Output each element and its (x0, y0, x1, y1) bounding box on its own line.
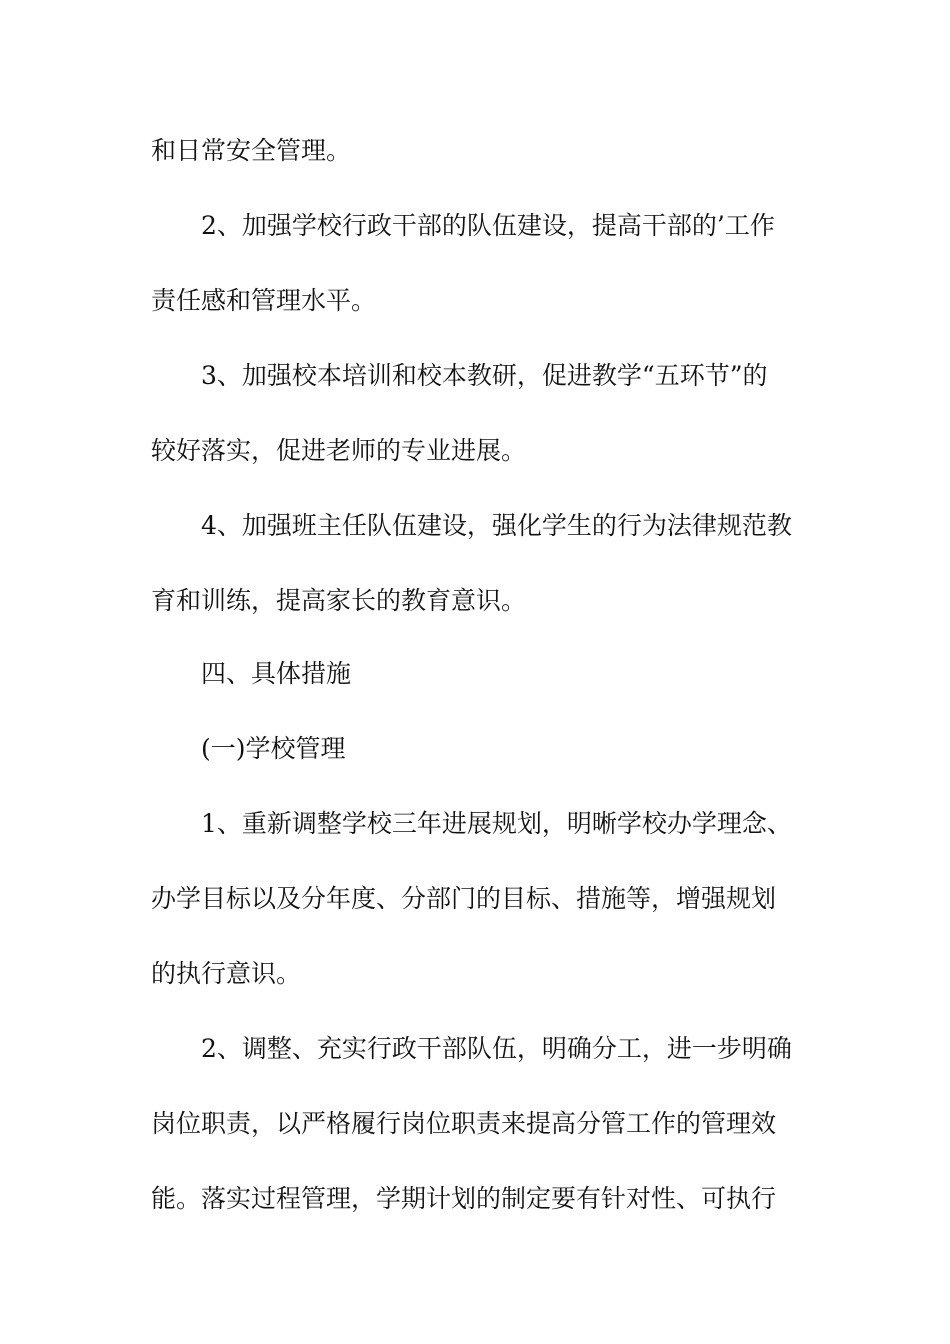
section-heading: 四、具体措施 (201, 659, 352, 688)
text-line-10: 1、重新调整学校三年进展规划，明晰学校办学理念、 (201, 809, 792, 838)
subsection-heading: (一)学校管理 (201, 734, 346, 763)
text-line-12: 的执行意识。 (151, 959, 302, 988)
text-line-1: 和日常安全管理。 (151, 136, 352, 165)
text-line-11: 办学目标以及分年度、分部门的目标、措施等，增强规划 (151, 884, 777, 913)
text-line-5: 较好落实，促进老师的专业进展。 (151, 436, 527, 465)
text-line-4: 3、加强校本培训和校本教研，促进教学“五环节”的 (201, 361, 768, 390)
text-line-6: 4、加强班主任队伍建设，强化学生的行为法律规范教 (201, 511, 792, 540)
text-line-2: 2、加强学校行政干部的队伍建设，提高干部的’工作 (201, 211, 775, 240)
text-line-3: 责任感和管理水平。 (151, 286, 377, 315)
text-line-13: 2、调整、充实行政干部队伍，明确分工，进一步明确 (201, 1034, 792, 1063)
text-line-15: 能。落实过程管理，学期计划的制定要有针对性、可执行 (151, 1184, 777, 1213)
text-line-7: 育和训练，提高家长的教育意识。 (151, 586, 527, 615)
text-line-14: 岗位职责，以严格履行岗位职责来提高分管工作的管理效 (151, 1109, 777, 1138)
